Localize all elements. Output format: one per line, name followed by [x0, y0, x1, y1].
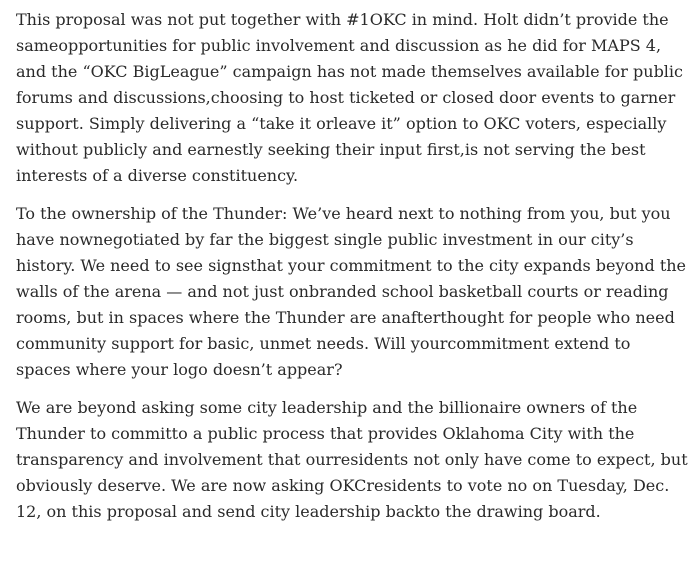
article-body — [16, 7, 688, 537]
paragraph-proposal-criticism: This proposal was not put together with #1OKC in mind. Holt didn’t provide the sameopportunities for public involvement and discussion as he did for MAPS 4, and the “OKC BigLeague” campaign has not made themselves available for public forums and discussions,choosing to host ticketed or closed door events to garner support. Simply delivering a “take it orleave it” option to OKC voters, especially without publicly and earnestly seeking their input first,is not serving the best interests of a diverse constituency. — [16, 10, 683, 185]
paragraph-vote-no-appeal: We are beyond asking some city leadership and the billionaire owners of the Thunder to committo a public process that provides Oklahoma City with the transparency and involvement that ourresidents not only have come to expect, but obviously deserve. We are now asking OKCresidents to vote no on Tuesday, Dec. 12, on this proposal and send city leadership backto the drawing board. — [16, 398, 688, 521]
paragraph-thunder-ownership: To the ownership of the Thunder: We’ve heard next to nothing from you, but you have nownegotiated by far the biggest single public investment in our city’s history. We need to see signsthat your commitment to the city expands beyond the walls of the arena — and not just onbranded school basketball courts or reading rooms, but in spaces where the Thunder are anafterthought for people who need community support for basic, unmet needs. Will yourcommitment extend to spaces where your logo doesn’t appear? — [16, 204, 687, 379]
